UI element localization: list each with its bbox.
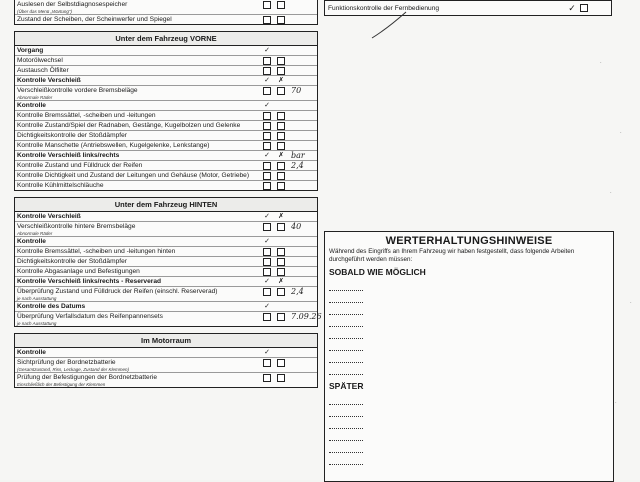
handwritten-note: bar	[291, 151, 305, 160]
checklist-row	[15, 66, 317, 76]
checkbox-pair	[263, 56, 291, 65]
engine-section	[14, 333, 318, 388]
row-label: Auslesen der Selbstdiagnosespeicher	[17, 1, 128, 8]
checklist-row	[15, 287, 317, 302]
checkbox-pair	[263, 0, 291, 9]
checkbox-pair	[263, 247, 291, 256]
row-label: Kontrolle	[17, 102, 46, 109]
defect-checkbox[interactable]	[277, 172, 285, 180]
row-label: Kontrolle Zustand und Fülldruck der Reifen	[17, 162, 143, 169]
ok-checkbox[interactable]	[263, 67, 271, 75]
check-mark-icon: ✓	[264, 152, 270, 159]
checkbox-pair	[263, 181, 291, 190]
row-label: Verschleißkontrolle vordere Bremsbeläge	[17, 87, 138, 94]
scan-speckle: ·	[615, 400, 617, 406]
handwritten-note: 7.09.26	[291, 312, 322, 321]
row-label: Kontrolle Verschleiß links/rechts - Reserverad	[17, 278, 162, 285]
right-column	[324, 0, 612, 16]
scan-speckle: ·	[630, 300, 632, 306]
checklist-row	[15, 86, 317, 101]
row-label: Kontrolle des Datums	[17, 303, 86, 310]
checkbox-pair	[263, 358, 291, 367]
defect-checkbox[interactable]	[277, 142, 285, 150]
check-mark-icon: ✓	[264, 238, 270, 245]
checklist-row	[15, 111, 317, 121]
checklist-row	[15, 131, 317, 141]
ok-checkbox[interactable]	[263, 288, 271, 296]
ok-checkbox[interactable]	[263, 359, 271, 367]
defect-checkbox[interactable]	[277, 16, 285, 24]
check-mark-icon: ✓	[264, 102, 270, 109]
ok-checkbox[interactable]	[263, 16, 271, 24]
checkbox-pair	[263, 312, 291, 321]
checkbox-pair	[263, 151, 291, 159]
row-label: Kontrolle Bremssättel, -scheiben und -leitungen	[17, 112, 156, 119]
row-sublabel: je nach Ausstattung	[17, 321, 57, 326]
checkbox-pair	[263, 15, 291, 24]
note-line[interactable]	[329, 417, 363, 429]
ok-checkbox[interactable]	[263, 258, 271, 266]
note-line[interactable]	[329, 453, 363, 465]
ok-checkbox[interactable]	[263, 132, 271, 140]
defect-checkbox[interactable]	[277, 182, 285, 190]
row-label: Zustand der Scheiben, der Scheinwerfer und Spiegel	[17, 16, 172, 23]
handwritten-note: 2,4	[291, 161, 304, 170]
note-line[interactable]	[329, 279, 363, 291]
section-title: Unter dem Fahrzeug VORNE	[15, 32, 317, 46]
defect-checkbox[interactable]	[277, 374, 285, 382]
note-line[interactable]	[329, 327, 363, 339]
checkbox-pair	[263, 373, 291, 382]
checklist-row	[15, 312, 322, 326]
checklist-row	[15, 247, 317, 257]
checkbox-pair	[263, 66, 291, 75]
checklist-row	[15, 348, 317, 358]
defect-checkbox[interactable]	[277, 258, 285, 266]
defect-checkbox[interactable]	[277, 359, 285, 367]
row-label: Austausch Ölfilter	[17, 67, 69, 74]
note-line[interactable]	[329, 429, 363, 441]
handwritten-note: 70	[291, 86, 302, 95]
checklist-row	[15, 0, 317, 15]
rear-section	[14, 197, 322, 327]
row-label: Kontrolle Zustand/Spiel der Radnaben, Gestänge, Kugelbolzen und Gelenke	[17, 122, 241, 129]
rear-rows	[15, 212, 322, 326]
checkbox-pair	[263, 257, 291, 266]
row-label: Überprüfung Verfallsdatum des Reifenpannensets	[17, 313, 163, 320]
checklist-row	[15, 46, 317, 56]
defect-checkbox[interactable]	[277, 1, 285, 9]
row-label: Kontrolle Kühlmittelschläuche	[17, 182, 104, 189]
checkbox-pair	[263, 76, 291, 84]
checklist-row	[15, 15, 317, 24]
checkbox-pair	[263, 222, 291, 231]
scan-speckle: ·	[610, 190, 612, 196]
cross-mark-icon: ✗	[278, 152, 284, 159]
scan-speckle: ·	[620, 130, 622, 136]
defect-checkbox[interactable]	[277, 87, 285, 95]
cross-mark-icon: ✗	[278, 278, 284, 285]
ok-checkbox[interactable]	[263, 142, 271, 150]
checkbox-pair	[263, 267, 291, 276]
checklist-row	[15, 373, 317, 387]
row-label: Kontrolle Abgasanlage und Befestigungen	[17, 268, 140, 275]
defect-checkbox[interactable]	[277, 162, 285, 170]
row-label: Vorgang	[17, 47, 44, 54]
checklist-row	[15, 141, 317, 151]
row-label: Kontrolle Verschleiß	[17, 77, 81, 84]
top-section	[14, 0, 318, 25]
checklist-row	[15, 76, 317, 86]
defect-checkbox[interactable]	[580, 4, 588, 12]
note-line[interactable]	[329, 441, 363, 453]
checkbox-pair	[263, 237, 291, 245]
ok-checkbox[interactable]	[263, 248, 271, 256]
defect-checkbox[interactable]	[277, 112, 285, 120]
checkbox-pair	[263, 277, 291, 285]
soon-heading: SOBALD WIE MÖGLICH	[329, 267, 426, 277]
checkbox-pair	[263, 121, 291, 130]
note-line[interactable]	[329, 339, 363, 351]
engine-rows	[15, 348, 317, 387]
check-mark-icon: ✓	[264, 349, 270, 356]
row-label: Dichtigkeitskontrolle der Stoßdämpfer	[17, 258, 127, 265]
section-title: Im Motorraum	[15, 334, 317, 348]
pen-stroke	[370, 10, 410, 40]
row-label: Kontrolle	[17, 349, 46, 356]
defect-checkbox[interactable]	[277, 57, 285, 65]
ok-checkbox[interactable]	[263, 223, 271, 231]
maintenance-notes-box	[324, 231, 614, 482]
later-lines	[325, 393, 613, 465]
ok-checkbox[interactable]	[263, 268, 271, 276]
note-line[interactable]	[329, 351, 363, 363]
checklist-row	[15, 302, 317, 312]
row-label: Kontrolle	[17, 238, 46, 245]
front-section	[14, 31, 318, 191]
row-sublabel: Abnormale Räder	[17, 231, 53, 236]
checklist-row	[15, 121, 317, 131]
row-sublabel: (Gesamtzustand, Riss, Leckage, Zustand der Klemmen)	[17, 367, 130, 372]
notes-intro: Während des Eingriffs an Ihrem Fahrzeug wir haben festgestellt, dass folgende Arbeiten durchgeführt werden müssen:	[329, 248, 575, 263]
checkbox-pair	[263, 348, 291, 356]
checklist-row	[15, 358, 317, 373]
ok-checkbox[interactable]	[263, 87, 271, 95]
checklist-row	[15, 267, 317, 277]
checklist-row	[15, 237, 317, 247]
checklist-row	[15, 181, 317, 190]
handwritten-note: 40	[291, 222, 302, 231]
row-label: Dichtigkeitskontrolle der Stoßdämpfer	[17, 132, 127, 139]
check-mark-icon: ✓	[568, 2, 576, 13]
left-column	[14, 0, 322, 394]
notes-title: WERTERHALTUNGSHINWEISE	[385, 235, 553, 247]
ok-checkbox[interactable]	[263, 374, 271, 382]
row-label: Überprüfung Zustand und Fülldruck der Reifen (einschl. Reserverad)	[17, 288, 218, 295]
cross-mark-icon: ✗	[278, 213, 284, 220]
checkbox-pair	[263, 161, 291, 170]
checkbox-pair	[263, 46, 291, 54]
checklist-row	[15, 171, 317, 181]
checkbox-pair	[263, 86, 291, 95]
row-sublabel: Abnormale Räder	[17, 95, 53, 100]
ok-checkbox[interactable]	[263, 313, 271, 321]
checkbox-pair	[263, 212, 291, 220]
note-line[interactable]	[329, 393, 363, 405]
section-title: Unter dem Fahrzeug HINTEN	[15, 198, 317, 212]
note-line[interactable]	[329, 405, 363, 417]
later-heading: SPÄTER	[329, 381, 364, 391]
ok-checkbox[interactable]	[263, 57, 271, 65]
row-label: Verschleißkontrolle hintere Bremsbeläge	[17, 223, 136, 230]
checklist-row	[15, 161, 317, 171]
defect-checkbox[interactable]	[277, 248, 285, 256]
defect-checkbox[interactable]	[277, 132, 285, 140]
ok-checkbox[interactable]	[263, 122, 271, 130]
ok-checkbox[interactable]	[263, 182, 271, 190]
defect-checkbox[interactable]	[277, 223, 285, 231]
checkbox-pair	[263, 111, 291, 120]
note-line[interactable]	[329, 291, 363, 303]
check-mark-icon: ✓	[264, 77, 270, 84]
note-line[interactable]	[329, 363, 363, 375]
soon-lines	[325, 279, 613, 375]
checklist-row	[15, 56, 317, 66]
defect-checkbox[interactable]	[277, 67, 285, 75]
ok-checkbox[interactable]	[263, 172, 271, 180]
row-label: Kontrolle Bremssättel, -scheiben und -leitungen hinten	[17, 248, 176, 255]
defect-checkbox[interactable]	[277, 313, 285, 321]
check-mark-icon: ✓	[264, 47, 270, 54]
defect-checkbox[interactable]	[277, 122, 285, 130]
checklist-row	[15, 151, 317, 161]
remote-control-row	[324, 0, 612, 16]
check-mark-icon: ✓	[264, 213, 270, 220]
row-label: Prüfung der Befestigungen der Bordnetzbatterie	[17, 374, 158, 381]
checkbox-pair	[263, 287, 291, 296]
check-mark-icon: ✓	[264, 303, 270, 310]
checklist-row	[15, 222, 317, 237]
checklist-row	[15, 277, 317, 287]
row-sublabel: je nach Ausstattung	[17, 296, 57, 301]
note-line[interactable]	[329, 315, 363, 327]
checklist-row	[15, 101, 317, 111]
ok-checkbox[interactable]	[263, 1, 271, 9]
row-label: Funktionskontrolle der Fernbedienung	[328, 4, 440, 12]
scan-speckle: ·	[600, 60, 602, 66]
row-label: Kontrolle Dichtigkeit und Zustand der Leitungen und Gehäuse (Motor, Getriebe)	[17, 172, 250, 179]
checkbox-pair	[263, 171, 291, 180]
cross-mark-icon: ✗	[278, 77, 284, 84]
row-label: Sichtprüfung der Bordnetzbatterie	[17, 359, 116, 366]
row-label: Kontrolle Verschleiß	[17, 213, 81, 220]
checkbox-pair	[263, 101, 291, 109]
row-sublabel: (Über das Menü „Wartung“)	[17, 9, 72, 14]
row-label: Kontrolle Manschette (Antriebswellen, Kugelgelenke, Lenkstange)	[17, 142, 210, 149]
ok-checkbox[interactable]	[263, 112, 271, 120]
checklist-row	[15, 257, 317, 267]
row-label: Kontrolle Verschleiß links/rechts	[17, 152, 120, 159]
ok-checkbox[interactable]	[263, 162, 271, 170]
checkbox-pair	[263, 141, 291, 150]
note-line[interactable]	[329, 303, 363, 315]
checklist-row	[15, 212, 317, 222]
handwritten-note: 2,4	[291, 287, 304, 296]
row-sublabel: Einschließlich der Befestigung der Klemmen	[17, 382, 106, 387]
checkbox-pair	[263, 131, 291, 140]
defect-checkbox[interactable]	[277, 268, 285, 276]
front-rows	[15, 46, 317, 190]
check-mark-icon: ✓	[264, 278, 270, 285]
defect-checkbox[interactable]	[277, 288, 285, 296]
row-label: Motorölwechsel	[17, 57, 63, 64]
checkbox-pair	[263, 302, 291, 310]
